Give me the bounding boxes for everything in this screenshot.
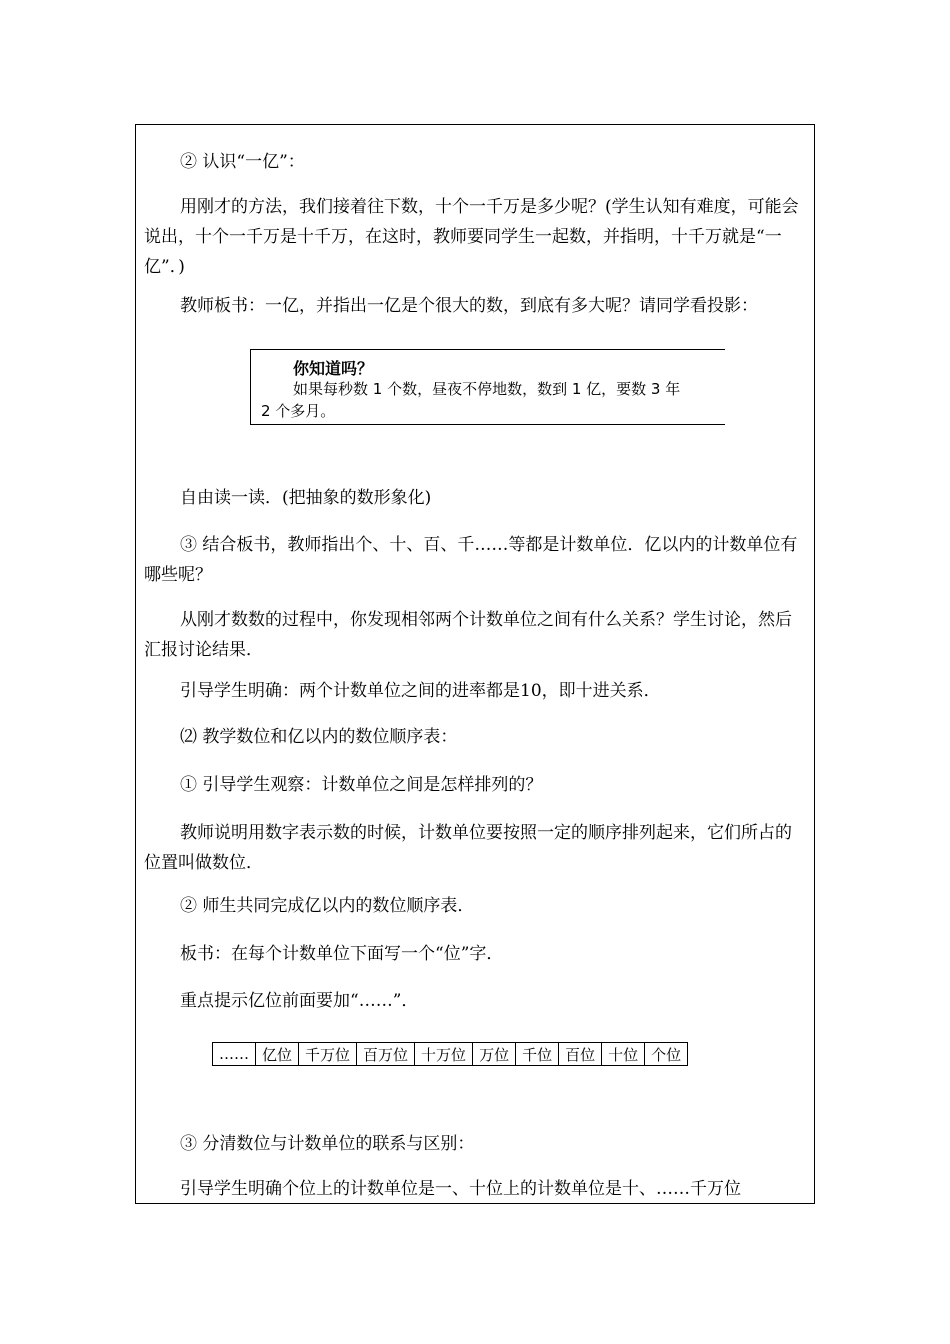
table-cell: 万位 [473,1043,516,1066]
paragraph: 引导学生明确个位上的计数单位是一、十位上的计数单位是十、……千万位 [180,1179,741,1199]
table-cell: 个位 [645,1043,688,1066]
table-row [213,1043,688,1066]
table-cell: 亿位 [256,1043,299,1066]
info-box [250,349,725,425]
paragraph: 用刚才的方法，我们接着往下数，十个一千万是多少呢？(学生认知有难度，可能会说出，十个一千万是十千万，在这时，教师要同学生一起数，并指明，十千万就是“一亿”．) [144,197,799,277]
document-frame [135,124,815,1204]
paragraph: 引导学生明确：两个计数单位之间的进率都是10，即十进关系． [180,681,661,701]
paragraph: 板书：在每个计数单位下面写一个“位”字． [180,944,504,964]
table-cell: 百万位 [357,1043,415,1066]
paragraph: 教师板书：一亿，并指出一亿是个很大的数，到底有多大呢？请同学看投影： [180,296,758,316]
place-value-table [212,1042,688,1066]
paragraph: ① 引导学生观察：计数单位之间是怎样排列的？ [180,775,543,795]
table-cell: 十万位 [415,1043,473,1066]
info-box-line: 2 个多月。 [261,402,336,420]
table-cell: 十位 [602,1043,645,1066]
table-cell: …… [213,1043,256,1066]
info-box-title: 你知道吗？ [293,359,374,378]
table-cell: 百位 [559,1043,602,1066]
info-box-line: 如果每秒数 1 个数，昼夜不停地数，数到 1 亿，要数 3 年 [293,380,681,398]
paragraph: 重点提示亿位前面要加“……”． [180,991,419,1011]
table-cell: 千万位 [299,1043,357,1066]
paragraph: ⑵ 教学数位和亿以内的数位顺序表： [180,727,458,747]
paragraph: ③ 分清数位与计数单位的联系与区别： [180,1134,475,1154]
paragraph: 自由读一读．(把抽象的数形象化) [180,488,432,508]
paragraph: 教师说明用数字表示数的时候，计数单位要按照一定的顺序排列起来，它们所占的位置叫做数位． [144,823,792,873]
paragraph: ② 认识“一亿”： [180,152,305,172]
paragraph: 从刚才数数的过程中，你发现相邻两个计数单位之间有什么关系？学生讨论，然后汇报讨论结果． [144,610,792,660]
table-cell: 千位 [516,1043,559,1066]
paragraph: ② 师生共同完成亿以内的数位顺序表． [180,896,475,916]
paragraph: ③ 结合板书，教师指出个、十、百、千……等都是计数单位．亿以内的计数单位有哪些呢？ [144,535,798,585]
